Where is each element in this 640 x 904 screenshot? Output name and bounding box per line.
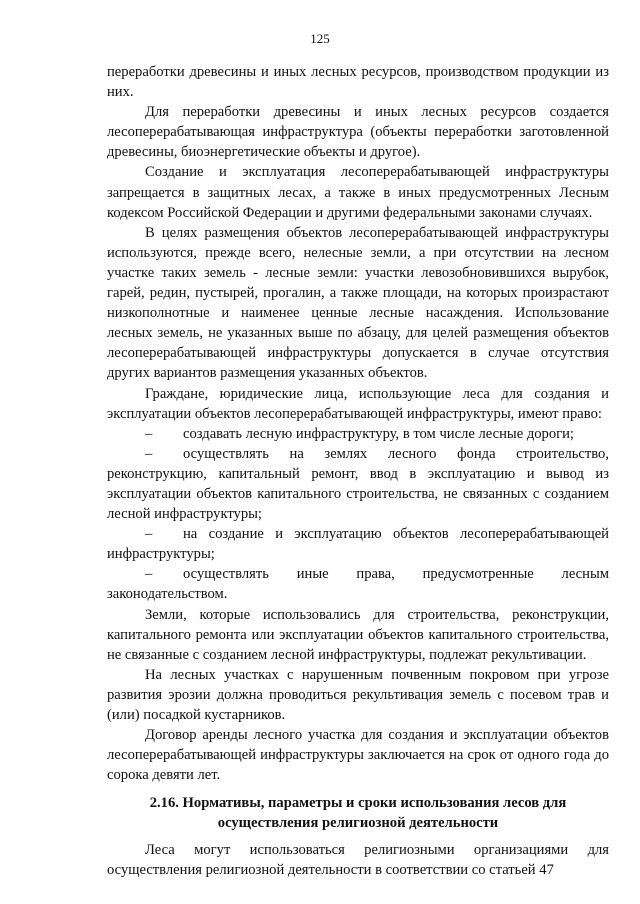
list-dash: – [145, 445, 153, 462]
rights-list [107, 424, 609, 605]
list-item [107, 444, 609, 524]
document-body [107, 62, 609, 881]
paragraph-religious-use: Леса могут использоваться религиозными организациями для осуществления религиозной деятельности в соответствии со статьей 47 [107, 842, 609, 879]
list-item [107, 524, 609, 564]
section-heading-line-1: 2.16. Нормативы, параметры и сроки использования лесов для [149, 795, 567, 812]
paragraph-erosion: На лесных участках с нарушенным почвенным покровом при угрозе развития эрозии должна проводиться рекультивация земель с посевом трав и (или) посадкой кустарников. [107, 666, 609, 723]
list-item-text: осуществлять на землях лесного фонда строительство, реконструкцию, капитальный ремонт, ввод в эксплуатацию и вывод из эксплуатации объектов капитального строительства, не связанных с созданием лесной инфраструктуры; [107, 445, 609, 523]
list-item [107, 564, 609, 604]
paragraph-processing-infrastructure: Для переработки древесины и иных лесных ресурсов создается лесоперерабатывающая инфраструктура (объекты переработки заготовленной древесины, биоэнергетические объекты и другое). [107, 104, 609, 161]
page-number: 125 [310, 31, 330, 46]
section-heading-line-2: осуществления религиозной деятельности [217, 815, 499, 832]
paragraph-land-use: В целях размещения объектов лесоперерабатывающей инфраструктуры используются, прежде всего, нелесные земли, а при отсутствии на лесном участке таких земель - лесные земли: участки левозобновившихся вырубок, гарей, редин, пустырей, прогалин, а также площади, на которых произрастают низкополнотные и наименее ценные лесные насаждения. Использование лесных земель, не указанных выше по абзацу, для целей размещения объектов лесоперерабатывающей инфраструктуры допускается в случае отсутствия других вариантов размещения указанных объектов. [107, 224, 609, 382]
list-dash: – [145, 566, 153, 583]
paragraph-recultivation: Земли, которые использовались для строительства, реконструкции, капитального ремонта или эксплуатации объектов капитального строительства, не связанные с созданием лесной инфраструктуры, подлежат рекультивации. [107, 606, 609, 663]
section-heading [107, 793, 609, 833]
list-item [107, 424, 609, 444]
paragraph-continuation: переработки древесины и иных лесных ресурсов, производством продукции из них. [107, 64, 609, 101]
paragraph-lease-term: Договор аренды лесного участка для создания и эксплуатации объектов лесоперерабатывающей инфраструктуры заключается на срок от одного года до сорока девяти лет. [107, 727, 609, 784]
list-dash: – [145, 526, 153, 543]
list-item-text: создавать лесную инфраструктуру, в том числе лесные дороги; [183, 425, 574, 442]
list-dash: – [145, 425, 153, 442]
paragraph-rights-intro: Граждане, юридические лица, использующие леса для создания и эксплуатации объектов лесоперерабатывающей инфраструктуры, имеют право: [107, 385, 609, 422]
list-item-text: на создание и эксплуатацию объектов лесоперерабатывающей инфраструктуры; [107, 526, 609, 563]
list-item-text: осуществлять иные права, предусмотренные лесным законодательством. [107, 566, 609, 603]
paragraph-prohibition: Создание и эксплуатация лесоперерабатывающей инфраструктуры запрещается в защитных лесах, а также в иных предусмотренных Лесным кодексом Российской Федерации и другими федеральными законами случаях. [107, 164, 609, 221]
